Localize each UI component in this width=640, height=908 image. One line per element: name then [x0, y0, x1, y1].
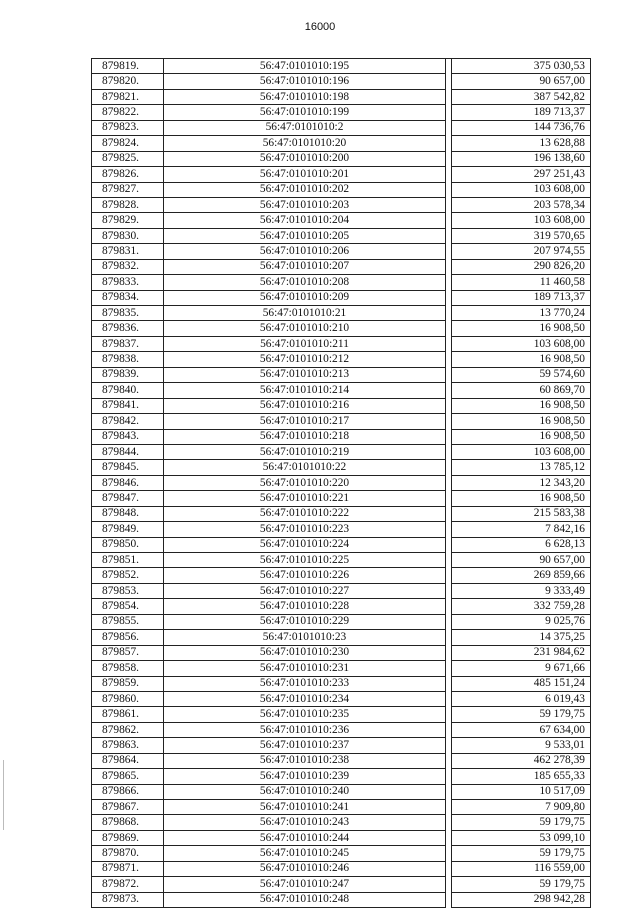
row-number-cell: 879839. — [92, 367, 164, 382]
row-number-cell: 879865. — [92, 769, 164, 784]
cadastral-number-cell: 56:47:0101010:20 — [164, 136, 446, 151]
amount-cell: 53 099,10 — [452, 830, 591, 845]
table-row — [92, 460, 591, 475]
row-number-cell: 879834. — [92, 290, 164, 305]
row-number-cell: 879862. — [92, 722, 164, 737]
amount-cell: 16 908,50 — [452, 321, 591, 336]
row-number-cell: 879855. — [92, 614, 164, 629]
row-number-cell: 879823. — [92, 120, 164, 135]
table-row — [92, 182, 591, 197]
table-row — [92, 553, 591, 568]
cadastral-number-cell: 56:47:0101010:204 — [164, 213, 446, 228]
cadastral-number-cell: 56:47:0101010:211 — [164, 336, 446, 351]
cadastral-number-cell: 56:47:0101010:213 — [164, 367, 446, 382]
amount-cell: 11 460,58 — [452, 275, 591, 290]
row-number-cell: 879858. — [92, 661, 164, 676]
amount-cell: 207 974,55 — [452, 244, 591, 259]
amount-cell: 59 179,75 — [452, 846, 591, 861]
amount-cell: 189 713,37 — [452, 290, 591, 305]
cadastral-number-cell: 56:47:0101010:219 — [164, 444, 446, 459]
row-number-cell: 879868. — [92, 815, 164, 830]
table-row — [92, 228, 591, 243]
table-row — [92, 259, 591, 274]
amount-cell: 12 343,20 — [452, 475, 591, 490]
table-row — [92, 537, 591, 552]
row-number-cell: 879854. — [92, 599, 164, 614]
cadastral-number-cell: 56:47:0101010:248 — [164, 892, 446, 907]
table-row — [92, 429, 591, 444]
row-number-cell: 879838. — [92, 352, 164, 367]
table-row — [92, 444, 591, 459]
row-number-cell: 879859. — [92, 676, 164, 691]
amount-cell: 13 628,88 — [452, 136, 591, 151]
row-number-cell: 879850. — [92, 537, 164, 552]
table-row — [92, 614, 591, 629]
row-number-cell: 879842. — [92, 414, 164, 429]
cadastral-number-cell: 56:47:0101010:234 — [164, 691, 446, 706]
cadastral-number-cell: 56:47:0101010:217 — [164, 414, 446, 429]
row-number-cell: 879852. — [92, 568, 164, 583]
table-row — [92, 213, 591, 228]
row-number-cell: 879847. — [92, 491, 164, 506]
row-number-cell: 879837. — [92, 336, 164, 351]
row-number-cell: 879872. — [92, 877, 164, 892]
amount-cell: 485 151,24 — [452, 676, 591, 691]
table-row — [92, 722, 591, 737]
row-number-cell: 879861. — [92, 707, 164, 722]
amount-cell: 10 517,09 — [452, 784, 591, 799]
row-number-cell: 879864. — [92, 753, 164, 768]
table-row — [92, 506, 591, 521]
amount-cell: 9 333,49 — [452, 583, 591, 598]
cadastral-number-cell: 56:47:0101010:245 — [164, 846, 446, 861]
row-number-cell: 879824. — [92, 136, 164, 151]
amount-cell: 59 179,75 — [452, 815, 591, 830]
table-row — [92, 321, 591, 336]
cadastral-number-cell: 56:47:0101010:228 — [164, 599, 446, 614]
table-row — [92, 151, 591, 166]
row-number-cell: 879843. — [92, 429, 164, 444]
cadastral-number-cell: 56:47:0101010:210 — [164, 321, 446, 336]
registry-table — [91, 58, 591, 908]
row-number-cell: 879867. — [92, 800, 164, 815]
row-number-cell: 879840. — [92, 383, 164, 398]
cadastral-number-cell: 56:47:0101010:218 — [164, 429, 446, 444]
amount-cell: 103 608,00 — [452, 182, 591, 197]
amount-cell: 298 942,28 — [452, 892, 591, 907]
amount-cell: 103 608,00 — [452, 444, 591, 459]
table-row — [92, 784, 591, 799]
row-number-cell: 879844. — [92, 444, 164, 459]
amount-cell: 6 019,43 — [452, 691, 591, 706]
registry-table-body — [92, 59, 591, 908]
row-number-cell: 879849. — [92, 522, 164, 537]
table-row — [92, 599, 591, 614]
table-row — [92, 74, 591, 89]
table-row — [92, 892, 591, 907]
table-row — [92, 645, 591, 660]
cadastral-number-cell: 56:47:0101010:243 — [164, 815, 446, 830]
cadastral-number-cell: 56:47:0101010:22 — [164, 460, 446, 475]
cadastral-number-cell: 56:47:0101010:200 — [164, 151, 446, 166]
cadastral-number-cell: 56:47:0101010:220 — [164, 475, 446, 490]
cadastral-number-cell: 56:47:0101010:240 — [164, 784, 446, 799]
amount-cell: 7 842,16 — [452, 522, 591, 537]
cadastral-number-cell: 56:47:0101010:199 — [164, 105, 446, 120]
table-row — [92, 815, 591, 830]
row-number-cell: 879845. — [92, 460, 164, 475]
cadastral-number-cell: 56:47:0101010:231 — [164, 661, 446, 676]
cadastral-number-cell: 56:47:0101010:247 — [164, 877, 446, 892]
cadastral-number-cell: 56:47:0101010:226 — [164, 568, 446, 583]
amount-cell: 13 770,24 — [452, 306, 591, 321]
row-number-cell: 879836. — [92, 321, 164, 336]
table-row — [92, 275, 591, 290]
amount-cell: 189 713,37 — [452, 105, 591, 120]
cadastral-number-cell: 56:47:0101010:246 — [164, 861, 446, 876]
amount-cell: 60 869,70 — [452, 383, 591, 398]
cadastral-number-cell: 56:47:0101010:206 — [164, 244, 446, 259]
cadastral-number-cell: 56:47:0101010:238 — [164, 753, 446, 768]
cadastral-number-cell: 56:47:0101010:216 — [164, 398, 446, 413]
cadastral-number-cell: 56:47:0101010:235 — [164, 707, 446, 722]
cadastral-number-cell: 56:47:0101010:227 — [164, 583, 446, 598]
cadastral-number-cell: 56:47:0101010:214 — [164, 383, 446, 398]
row-number-cell: 879827. — [92, 182, 164, 197]
table-row — [92, 846, 591, 861]
cadastral-number-cell: 56:47:0101010:224 — [164, 537, 446, 552]
table-row — [92, 59, 591, 74]
registry-table-container — [91, 58, 591, 908]
amount-cell: 332 759,28 — [452, 599, 591, 614]
amount-cell: 103 608,00 — [452, 336, 591, 351]
table-row — [92, 491, 591, 506]
amount-cell: 231 984,62 — [452, 645, 591, 660]
row-number-cell: 879846. — [92, 475, 164, 490]
table-row — [92, 676, 591, 691]
cadastral-number-cell: 56:47:0101010:244 — [164, 830, 446, 845]
amount-cell: 319 570,65 — [452, 228, 591, 243]
row-number-cell: 879821. — [92, 89, 164, 104]
table-row — [92, 89, 591, 104]
amount-cell: 6 628,13 — [452, 537, 591, 552]
table-row — [92, 475, 591, 490]
table-row — [92, 244, 591, 259]
amount-cell: 215 583,38 — [452, 506, 591, 521]
cadastral-number-cell: 56:47:0101010:229 — [164, 614, 446, 629]
cadastral-number-cell: 56:47:0101010:208 — [164, 275, 446, 290]
table-row — [92, 583, 591, 598]
table-row — [92, 306, 591, 321]
row-number-cell: 879819. — [92, 59, 164, 74]
table-row — [92, 167, 591, 182]
amount-cell: 185 655,33 — [452, 769, 591, 784]
cadastral-number-cell: 56:47:0101010:207 — [164, 259, 446, 274]
row-number-cell: 879825. — [92, 151, 164, 166]
amount-cell: 387 542,82 — [452, 89, 591, 104]
scan-margin-mark — [3, 760, 4, 830]
row-number-cell: 879856. — [92, 630, 164, 645]
table-row — [92, 197, 591, 212]
table-row — [92, 830, 591, 845]
cadastral-number-cell: 56:47:0101010:237 — [164, 738, 446, 753]
table-row — [92, 568, 591, 583]
row-number-cell: 879870. — [92, 846, 164, 861]
amount-cell: 375 030,53 — [452, 59, 591, 74]
amount-cell: 59 179,75 — [452, 707, 591, 722]
cadastral-number-cell: 56:47:0101010:222 — [164, 506, 446, 521]
amount-cell: 59 179,75 — [452, 877, 591, 892]
cadastral-number-cell: 56:47:0101010:236 — [164, 722, 446, 737]
cadastral-number-cell: 56:47:0101010:209 — [164, 290, 446, 305]
table-row — [92, 522, 591, 537]
table-row — [92, 753, 591, 768]
amount-cell: 9 533,01 — [452, 738, 591, 753]
amount-cell: 16 908,50 — [452, 414, 591, 429]
table-row — [92, 414, 591, 429]
row-number-cell: 879830. — [92, 228, 164, 243]
cadastral-number-cell: 56:47:0101010:198 — [164, 89, 446, 104]
amount-cell: 16 908,50 — [452, 352, 591, 367]
amount-cell: 16 908,50 — [452, 429, 591, 444]
page-number: 16000 — [304, 21, 336, 33]
amount-cell: 59 574,60 — [452, 367, 591, 382]
table-row — [92, 800, 591, 815]
row-number-cell: 879848. — [92, 506, 164, 521]
cadastral-number-cell: 56:47:0101010:241 — [164, 800, 446, 815]
cadastral-number-cell: 56:47:0101010:239 — [164, 769, 446, 784]
amount-cell: 13 785,12 — [452, 460, 591, 475]
amount-cell: 462 278,39 — [452, 753, 591, 768]
table-row — [92, 136, 591, 151]
row-number-cell: 879860. — [92, 691, 164, 706]
amount-cell: 67 634,00 — [452, 722, 591, 737]
table-row — [92, 769, 591, 784]
cadastral-number-cell: 56:47:0101010:225 — [164, 553, 446, 568]
amount-cell: 144 736,76 — [452, 120, 591, 135]
table-row — [92, 630, 591, 645]
row-number-cell: 879873. — [92, 892, 164, 907]
row-number-cell: 879829. — [92, 213, 164, 228]
cadastral-number-cell: 56:47:0101010:203 — [164, 197, 446, 212]
table-row — [92, 398, 591, 413]
row-number-cell: 879841. — [92, 398, 164, 413]
amount-cell: 196 138,60 — [452, 151, 591, 166]
row-number-cell: 879857. — [92, 645, 164, 660]
amount-cell: 269 859,66 — [452, 568, 591, 583]
cadastral-number-cell: 56:47:0101010:21 — [164, 306, 446, 321]
row-number-cell: 879820. — [92, 74, 164, 89]
cadastral-number-cell: 56:47:0101010:195 — [164, 59, 446, 74]
cadastral-number-cell: 56:47:0101010:233 — [164, 676, 446, 691]
row-number-cell: 879832. — [92, 259, 164, 274]
table-row — [92, 383, 591, 398]
table-row — [92, 105, 591, 120]
table-row — [92, 120, 591, 135]
table-row — [92, 367, 591, 382]
amount-cell: 16 908,50 — [452, 491, 591, 506]
table-row — [92, 861, 591, 876]
table-row — [92, 738, 591, 753]
row-number-cell: 879822. — [92, 105, 164, 120]
amount-cell: 14 375,25 — [452, 630, 591, 645]
row-number-cell: 879833. — [92, 275, 164, 290]
cadastral-number-cell: 56:47:0101010:212 — [164, 352, 446, 367]
table-row — [92, 290, 591, 305]
row-number-cell: 879869. — [92, 830, 164, 845]
amount-cell: 9 025,76 — [452, 614, 591, 629]
cadastral-number-cell: 56:47:0101010:205 — [164, 228, 446, 243]
table-row — [92, 877, 591, 892]
row-number-cell: 879826. — [92, 167, 164, 182]
cadastral-number-cell: 56:47:0101010:221 — [164, 491, 446, 506]
row-number-cell: 879831. — [92, 244, 164, 259]
row-number-cell: 879866. — [92, 784, 164, 799]
amount-cell: 9 671,66 — [452, 661, 591, 676]
amount-cell: 203 578,34 — [452, 197, 591, 212]
table-row — [92, 691, 591, 706]
amount-cell: 7 909,80 — [452, 800, 591, 815]
cadastral-number-cell: 56:47:0101010:23 — [164, 630, 446, 645]
cadastral-number-cell: 56:47:0101010:230 — [164, 645, 446, 660]
row-number-cell: 879851. — [92, 553, 164, 568]
table-row — [92, 661, 591, 676]
cadastral-number-cell: 56:47:0101010:202 — [164, 182, 446, 197]
amount-cell: 290 826,20 — [452, 259, 591, 274]
table-row — [92, 352, 591, 367]
amount-cell: 90 657,00 — [452, 74, 591, 89]
row-number-cell: 879863. — [92, 738, 164, 753]
cadastral-number-cell: 56:47:0101010:201 — [164, 167, 446, 182]
table-row — [92, 336, 591, 351]
row-number-cell: 879828. — [92, 197, 164, 212]
row-number-cell: 879871. — [92, 861, 164, 876]
amount-cell: 116 559,00 — [452, 861, 591, 876]
row-number-cell: 879853. — [92, 583, 164, 598]
cadastral-number-cell: 56:47:0101010:2 — [164, 120, 446, 135]
amount-cell: 103 608,00 — [452, 213, 591, 228]
row-number-cell: 879835. — [92, 306, 164, 321]
cadastral-number-cell: 56:47:0101010:196 — [164, 74, 446, 89]
amount-cell: 297 251,43 — [452, 167, 591, 182]
table-row — [92, 707, 591, 722]
cadastral-number-cell: 56:47:0101010:223 — [164, 522, 446, 537]
amount-cell: 90 657,00 — [452, 553, 591, 568]
amount-cell: 16 908,50 — [452, 398, 591, 413]
